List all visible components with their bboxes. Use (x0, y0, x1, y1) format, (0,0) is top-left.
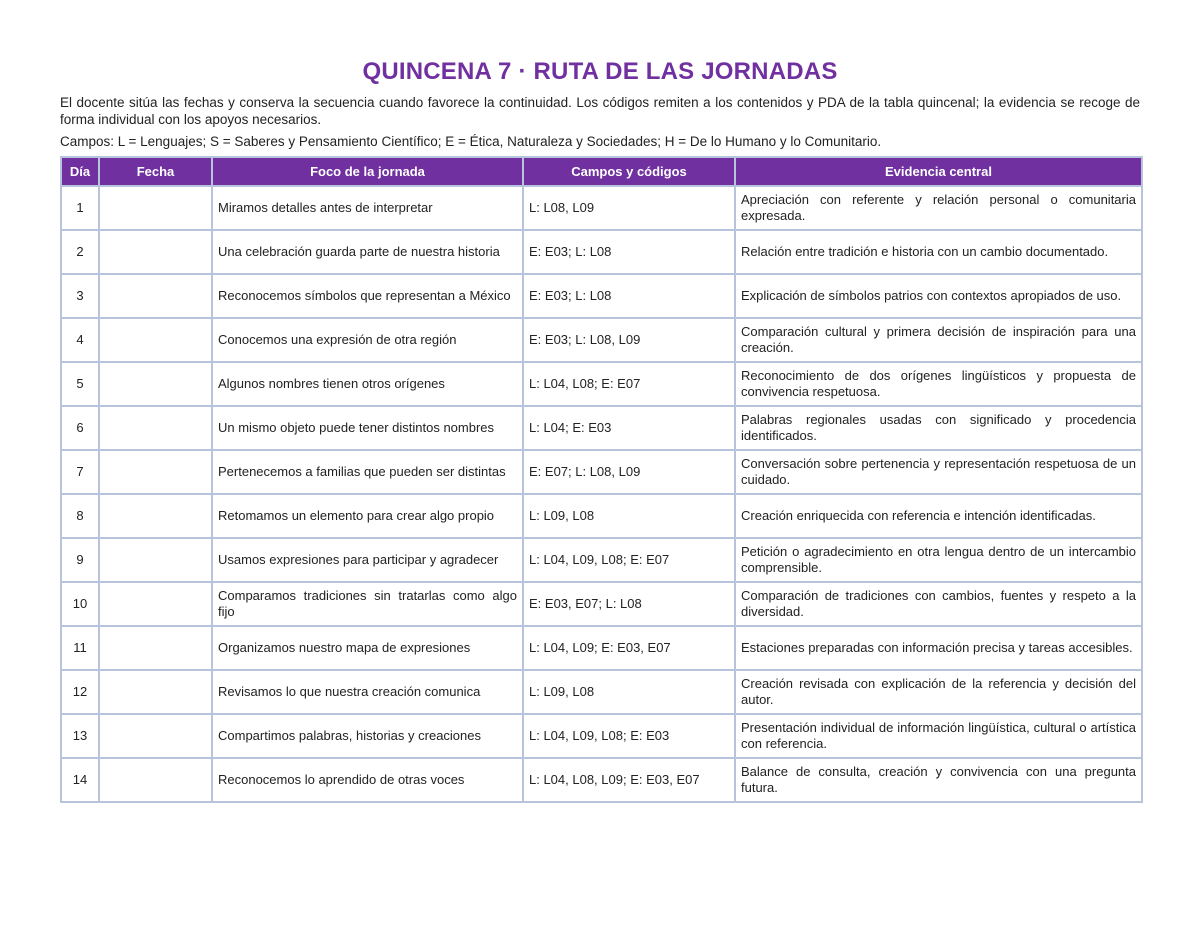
campos-legend: Campos: L = Lenguajes; S = Saberes y Pensamiento Científico; E = Ética, Naturaleza y Sociedades; H = De lo Humano y lo Comunitario. (60, 134, 882, 149)
intro-paragraph: El docente sitúa las fechas y conserva la secuencia cuando favorece la continuidad. Los códigos remiten a los contenidos y PDA de la tabla quincenal; la evidencia se recoge de forma individual con los apoyos necesarios. (60, 95, 1140, 127)
cell-foco: Una celebración guarda parte de nuestra historia (212, 230, 523, 274)
cell-dia: 14 (61, 758, 99, 802)
table-row (61, 362, 1142, 406)
cell-codigos: E: E03, E07; L: L08 (523, 582, 735, 626)
table-row (61, 758, 1142, 802)
cell-foco: Comparamos tradiciones sin tratarlas como algo fijo (212, 582, 523, 626)
cell-evidencia: Palabras regionales usadas con significado y procedencia identificados. (735, 406, 1142, 450)
page-title: QUINCENA 7 · RUTA DE LAS JORNADAS (362, 58, 838, 85)
cell-foco: Algunos nombres tienen otros orígenes (212, 362, 523, 406)
cell-dia: 9 (61, 538, 99, 582)
cell-codigos: L: L04, L09, L08; E: E03 (523, 714, 735, 758)
cell-dia: 13 (61, 714, 99, 758)
cell-dia: 8 (61, 494, 99, 538)
cell-fecha (99, 450, 212, 494)
cell-foco: Usamos expresiones para participar y agradecer (212, 538, 523, 582)
table-header-row (61, 157, 1142, 186)
cell-codigos: L: L08, L09 (523, 186, 735, 230)
table-row (61, 274, 1142, 318)
cell-evidencia: Petición o agradecimiento en otra lengua dentro de un intercambio comprensible. (735, 538, 1142, 582)
cell-foco: Revisamos lo que nuestra creación comunica (212, 670, 523, 714)
cell-foco: Un mismo objeto puede tener distintos nombres (212, 406, 523, 450)
table-row (61, 450, 1142, 494)
header-fecha: Fecha (99, 157, 212, 186)
cell-codigos: E: E03; L: L08 (523, 230, 735, 274)
cell-codigos: L: L04; E: E03 (523, 406, 735, 450)
cell-evidencia: Reconocimiento de dos orígenes lingüísticos y propuesta de convivencia respetuosa. (735, 362, 1142, 406)
cell-fecha (99, 758, 212, 802)
cell-dia: 6 (61, 406, 99, 450)
cell-codigos: L: L09, L08 (523, 494, 735, 538)
table-row (61, 230, 1142, 274)
cell-codigos: E: E07; L: L08, L09 (523, 450, 735, 494)
cell-fecha (99, 318, 212, 362)
header-foco: Foco de la jornada (212, 157, 523, 186)
table-row (61, 670, 1142, 714)
table-row (61, 494, 1142, 538)
cell-fecha (99, 538, 212, 582)
header-evidencia: Evidencia central (735, 157, 1142, 186)
cell-codigos: L: L04, L08, L09; E: E03, E07 (523, 758, 735, 802)
cell-codigos: L: L09, L08 (523, 670, 735, 714)
cell-fecha (99, 582, 212, 626)
schedule-table (60, 156, 1143, 803)
cell-foco: Pertenecemos a familias que pueden ser distintas (212, 450, 523, 494)
cell-evidencia: Conversación sobre pertenencia y representación respetuosa de un cuidado. (735, 450, 1142, 494)
cell-evidencia: Creación revisada con explicación de la referencia y decisión del autor. (735, 670, 1142, 714)
cell-codigos: L: L04, L08; E: E07 (523, 362, 735, 406)
table-row (61, 186, 1142, 230)
cell-evidencia: Explicación de símbolos patrios con contextos apropiados de uso. (735, 274, 1142, 318)
table-row (61, 538, 1142, 582)
cell-codigos: L: L04, L09, L08; E: E07 (523, 538, 735, 582)
cell-dia: 3 (61, 274, 99, 318)
table-row (61, 318, 1142, 362)
cell-dia: 11 (61, 626, 99, 670)
cell-foco: Organizamos nuestro mapa de expresiones (212, 626, 523, 670)
cell-evidencia: Comparación cultural y primera decisión de inspiración para una creación. (735, 318, 1142, 362)
cell-evidencia: Relación entre tradición e historia con un cambio documentado. (735, 230, 1142, 274)
table-row (61, 582, 1142, 626)
cell-evidencia: Comparación de tradiciones con cambios, fuentes y respeto a la diversidad. (735, 582, 1142, 626)
cell-evidencia: Presentación individual de información lingüística, cultural o artística con referencia. (735, 714, 1142, 758)
cell-dia: 5 (61, 362, 99, 406)
cell-fecha (99, 362, 212, 406)
cell-dia: 2 (61, 230, 99, 274)
cell-dia: 7 (61, 450, 99, 494)
cell-dia: 1 (61, 186, 99, 230)
cell-foco: Conocemos una expresión de otra región (212, 318, 523, 362)
cell-fecha (99, 626, 212, 670)
cell-fecha (99, 494, 212, 538)
cell-fecha (99, 670, 212, 714)
cell-codigos: E: E03; L: L08, L09 (523, 318, 735, 362)
cell-evidencia: Apreciación con referente y relación personal o comunitaria expresada. (735, 186, 1142, 230)
cell-evidencia: Balance de consulta, creación y convivencia con una pregunta futura. (735, 758, 1142, 802)
cell-evidencia: Estaciones preparadas con información precisa y tareas accesibles. (735, 626, 1142, 670)
cell-fecha (99, 406, 212, 450)
header-campos: Campos y códigos (523, 157, 735, 186)
cell-fecha (99, 230, 212, 274)
cell-dia: 10 (61, 582, 99, 626)
table-row (61, 406, 1142, 450)
cell-codigos: E: E03; L: L08 (523, 274, 735, 318)
cell-dia: 12 (61, 670, 99, 714)
cell-foco: Miramos detalles antes de interpretar (212, 186, 523, 230)
cell-foco: Reconocemos símbolos que representan a México (212, 274, 523, 318)
header-dia: Día (61, 157, 99, 186)
cell-fecha (99, 274, 212, 318)
cell-evidencia: Creación enriquecida con referencia e intención identificadas. (735, 494, 1142, 538)
cell-fecha (99, 714, 212, 758)
cell-foco: Reconocemos lo aprendido de otras voces (212, 758, 523, 802)
cell-fecha (99, 186, 212, 230)
cell-codigos: L: L04, L09; E: E03, E07 (523, 626, 735, 670)
table-row (61, 626, 1142, 670)
cell-foco: Compartimos palabras, historias y creaciones (212, 714, 523, 758)
cell-dia: 4 (61, 318, 99, 362)
table-row (61, 714, 1142, 758)
cell-foco: Retomamos un elemento para crear algo propio (212, 494, 523, 538)
